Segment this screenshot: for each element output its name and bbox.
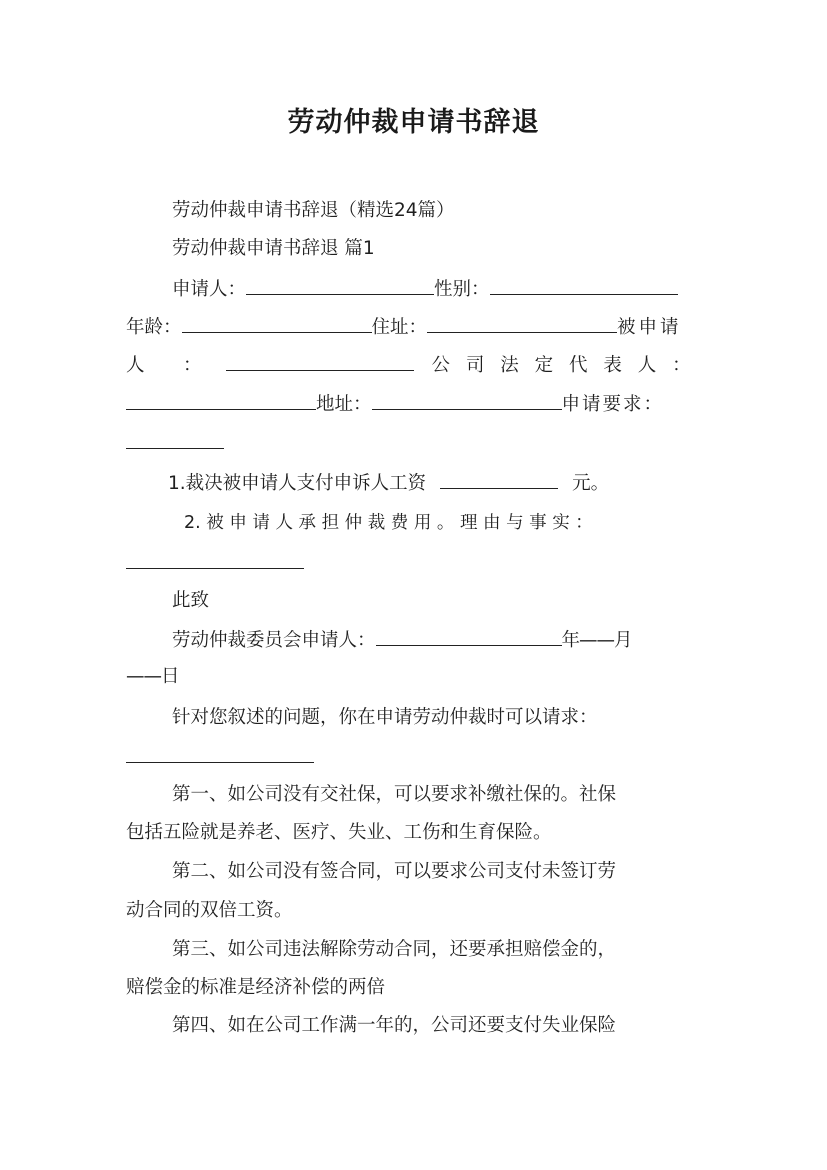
claim-1 — [168, 470, 744, 497]
document-title: 劳动仲裁申请书辞退 — [287, 107, 540, 138]
form-row-age — [126, 314, 702, 341]
claims-blank — [126, 430, 224, 449]
applicant-blank — [246, 276, 434, 295]
address-blank — [427, 314, 617, 333]
committee-applicant-blank — [376, 627, 562, 646]
address-label: 住址： — [371, 317, 428, 338]
claim-1-unit: 元。 — [572, 473, 610, 494]
age-label: 年龄： — [126, 317, 182, 338]
gender-blank — [490, 276, 678, 295]
form-row-applicant — [172, 276, 702, 303]
document-subtitle: 劳动仲裁申请书辞退（精选24篇） — [172, 200, 455, 221]
reason-blank-row — [126, 550, 702, 577]
legal-rep-blank — [126, 391, 316, 410]
committee-label: 劳动仲裁委员会申请人： — [172, 630, 376, 651]
form-row-claims-blank — [126, 430, 702, 457]
point-4-line-1: 第四、如在公司工作满一年的，公司还要支付失业保险 — [172, 1015, 617, 1036]
respondent-label: 被申请 — [617, 317, 682, 338]
salary-blank — [440, 470, 558, 489]
gender-label: 性别： — [434, 279, 490, 300]
point-3-line-1: 第三、如公司违法解除劳动合同，还要承担赔偿金的， — [172, 939, 617, 960]
advice-blank-row — [126, 744, 702, 771]
committee-row — [172, 627, 702, 654]
point-1-line-1: 第一、如公司没有交社保，可以要求补缴社保的。社保 — [172, 784, 617, 805]
company-address-label: 地址： — [316, 394, 372, 415]
form-row-company-address — [126, 391, 702, 418]
legal-rep-label: 公 司 法 定 代 表 人 ： — [431, 355, 691, 376]
advice-intro: 针对您叙述的问题，你在申请劳动仲裁时可以请求： — [172, 707, 598, 728]
point-2-line-1: 第二、如公司没有签合同，可以要求公司支付未签订劳 — [172, 861, 617, 882]
point-2-line-2: 动合同的双倍工资。 — [126, 900, 293, 921]
claim-1-text: 1.裁决被申请人支付申诉人工资 — [168, 473, 427, 494]
salutation: 此致 — [172, 590, 210, 611]
advice-blank — [126, 744, 314, 763]
year-month-text: 年——月 — [561, 630, 632, 651]
respondent-blank — [226, 352, 414, 371]
point-1-line-2: 包括五险就是养老、医疗、失业、工伤和生育保险。 — [126, 822, 552, 843]
claims-label: 申请要求： — [561, 394, 665, 415]
applicant-label: 申请人： — [172, 279, 247, 300]
form-row-respondent — [126, 352, 702, 379]
claim-2: 2. 被 申 请 人 承 担 仲 裁 费 用 。 理 由 与 事 实 ： — [184, 513, 593, 533]
section-heading: 劳动仲裁申请书辞退 篇1 — [172, 238, 375, 259]
age-blank — [182, 314, 372, 333]
day-text: ——日 — [126, 666, 179, 687]
company-address-blank — [372, 391, 562, 410]
respondent-label-cont: 人 ： — [126, 355, 212, 376]
point-3-line-2: 赔偿金的标准是经济补偿的两倍 — [126, 977, 386, 998]
reason-blank — [126, 550, 304, 569]
